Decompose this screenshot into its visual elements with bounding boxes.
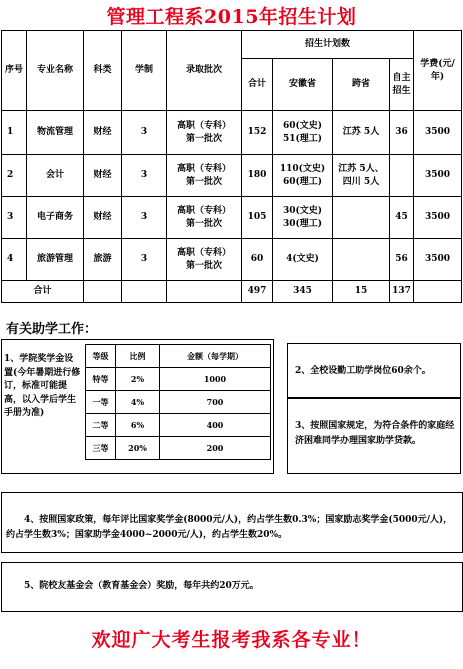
header-plan: 招生计划数 [242,31,414,59]
row-duration: 3 [122,155,167,197]
row-no: 1 [2,111,27,155]
batch-line-1: 高职（专科） [176,163,231,174]
sum-self: 137 [390,281,414,303]
table-row [2,197,462,239]
aid-level: 特等 [86,368,116,391]
row-other [333,155,390,197]
header-other-province: 跨省 [333,59,390,111]
row-total: 60 [242,239,273,281]
aid4-text: 4、按照国家政策，每年评比国家奖学金(8000元/人)，约占学生数0.3%；国家励志奖学金(5000元/人)，约占学生数3%；国家助学金4000~2000元/人)，约占学生数20%。 [6,515,453,540]
row-batch [167,197,242,239]
sum-label: 合计 [2,281,84,303]
row-anhui [273,197,333,239]
row-duration: 3 [122,239,167,281]
batch-line-2: 第一批次 [185,218,222,229]
anhui-line-1: 4(文史) [286,254,319,264]
row-batch [167,111,242,155]
anhui-line-2: 30(理工) [282,218,323,229]
aid-ratio: 2% [116,368,160,391]
row-batch [167,155,242,197]
row-category: 财经 [84,111,122,155]
row-fee: 3500 [414,155,462,197]
footer-slogan: 欢迎广大考生报考我系各专业！ [91,629,372,651]
aid-header-amount: 金额（每学期） [160,345,271,368]
batch-line-2: 第一批次 [185,176,222,187]
row-no: 4 [2,239,27,281]
row-self: 56 [390,239,414,281]
table-row [2,239,462,281]
aid-header-ratio: 比例 [116,345,160,368]
aid2-text: 2、全校设勤工助学岗位60余个。 [295,366,431,376]
other-line-1: 江苏 5人 [342,127,380,137]
aid-amount: 700 [160,391,271,414]
row-total: 180 [242,155,273,197]
header-major: 专业名称 [27,31,84,111]
aid-amount: 400 [160,414,271,437]
aid-amount: 1000 [160,368,271,391]
header-no: 序号 [2,31,27,111]
row-major: 会计 [27,155,84,197]
row-fee: 3500 [414,111,462,155]
sum-empty [122,281,167,303]
row-anhui [273,111,333,155]
anhui-line-1: 30(文史) [282,205,323,216]
aid5-text: 5、院校友基金会（教育基金会）奖励，每年共约20万元。 [24,581,259,591]
aid-ratio: 4% [116,391,160,414]
sum-anhui: 345 [273,281,333,303]
row-major: 物流管理 [27,111,84,155]
anhui-line-2: 51(理工) [282,133,323,144]
row-category: 旅游 [84,239,122,281]
sum-empty [84,281,122,303]
row-no: 3 [2,197,27,239]
table-row [2,111,462,155]
other-line-1: 江苏 5人、 [338,163,384,174]
aid-section-title: 有关助学工作： [6,322,98,337]
row-total: 152 [242,111,273,155]
row-major: 电子商务 [27,197,84,239]
scholarship-table [85,344,271,460]
row-category: 财经 [84,155,122,197]
table-row [86,391,271,414]
table-row [2,155,462,197]
anhui-line-2: 60(理工) [282,176,323,187]
row-other [333,239,390,281]
row-other [333,111,390,155]
row-fee: 3500 [414,239,462,281]
batch-line-2: 第一批次 [185,133,222,144]
aid1-text: 1、学院奖学金设置(今年暑期进行修订，标准可能提高，以入学后学生手册为准) [4,354,81,418]
row-batch [167,239,242,281]
row-anhui [273,155,333,197]
aid3-text: 3、按照国家规定，为符合条件的家庭经济困难同学办理国家助学贷款。 [295,421,455,446]
aid-level: 一等 [86,391,116,414]
anhui-line-1: 60(文史) [282,120,323,131]
header-fee: 学费(元/年) [414,31,462,111]
row-anhui [273,239,333,281]
batch-line-1: 高职（专科） [176,247,231,258]
header-anhui: 安徽省 [273,59,333,111]
row-self [390,155,414,197]
enrollment-plan-table [1,30,462,303]
other-line-2: 四川 5人 [342,176,380,187]
aid-ratio: 20% [116,437,160,460]
header-self: 自主招生 [390,59,414,111]
sum-empty [414,281,462,303]
table-row [86,345,271,368]
row-other [333,197,390,239]
anhui-line-1: 110(文史) [279,163,326,174]
aid-amount: 200 [160,437,271,460]
row-major: 旅游管理 [27,239,84,281]
table-row [86,437,271,460]
batch-line-1: 高职（专科） [176,205,231,216]
row-duration: 3 [122,111,167,155]
aid-header-level: 等级 [86,345,116,368]
row-self: 36 [390,111,414,155]
aid-ratio: 6% [116,414,160,437]
batch-line-2: 第一批次 [185,260,222,271]
page-title: 管理工程系2015年招生计划 [106,6,357,28]
header-batch: 录取批次 [167,31,242,111]
row-duration: 3 [122,197,167,239]
table-row [86,368,271,391]
table-row [86,414,271,437]
table-sum-row [2,281,462,303]
sum-empty [167,281,242,303]
sum-total: 497 [242,281,273,303]
header-category: 科类 [84,31,122,111]
batch-line-1: 高职（专科） [176,120,231,131]
header-duration: 学制 [122,31,167,111]
row-total: 105 [242,197,273,239]
row-category: 财经 [84,197,122,239]
row-self: 45 [390,197,414,239]
aid-level: 三等 [86,437,116,460]
header-total: 合计 [242,59,273,111]
row-fee: 3500 [414,197,462,239]
sum-other: 15 [333,281,390,303]
aid-level: 二等 [86,414,116,437]
row-no: 2 [2,155,27,197]
